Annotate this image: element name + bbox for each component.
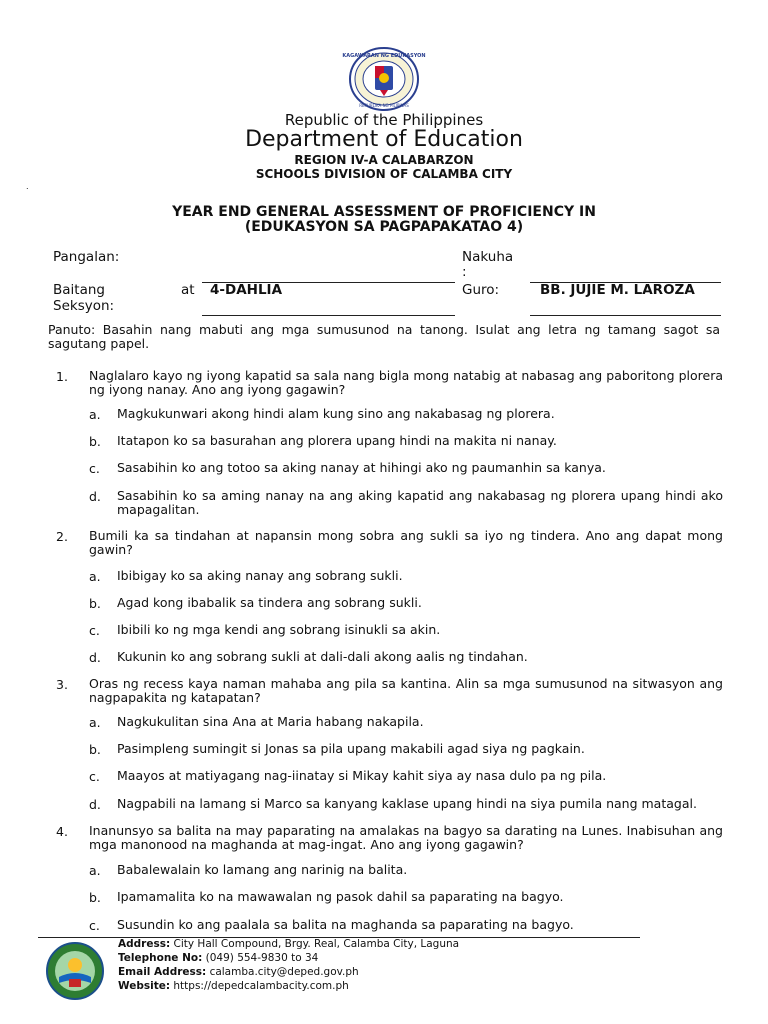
q4-choice-c-letter: c. xyxy=(89,918,100,933)
svg-text:KAGAWARAN NG EDUKASYON: KAGAWARAN NG EDUKASYON xyxy=(342,53,426,59)
at-label: at xyxy=(181,282,195,298)
nakuha-colon: : xyxy=(462,264,467,280)
seksyon-line[interactable] xyxy=(202,315,455,316)
baitang-label: Baitang xyxy=(53,282,105,298)
q2-choice-b[interactable]: Agad kong ibabalik sa tindera ang sobrang sukli. xyxy=(117,595,422,610)
address-value: City Hall Compound, Brgy. Real, Calamba City, Laguna xyxy=(173,938,460,950)
q4-choice-a-letter: a. xyxy=(89,863,101,878)
department-heading: Department of Education xyxy=(245,127,523,152)
q3-choice-a[interactable]: Nagkukulitan sina Ana at Maria habang nakapila. xyxy=(117,714,424,729)
q2-choice-a-letter: a. xyxy=(89,569,101,584)
instructions: Panuto: Basahin nang mabuti ang mga sumusunod na tanong. Isulat ang letra ng tamang sagot sa sagutang papel. xyxy=(48,322,720,351)
q3-choice-d-letter: d. xyxy=(89,797,101,812)
q2-choice-b-letter: b. xyxy=(89,596,101,611)
question-3-number: 3. xyxy=(56,677,68,692)
assessment-title: YEAR END GENERAL ASSESSMENT OF PROFICIENCY IN xyxy=(172,204,596,220)
q1-choice-b[interactable]: Itatapon ko sa basurahan ang plorera upang hindi na makita ni nanay. xyxy=(117,433,557,448)
guro-line[interactable] xyxy=(530,315,721,316)
q1-choice-a-letter: a. xyxy=(89,407,101,422)
q4-choice-b[interactable]: Ipamamalita ko na mawawalan ng pasok dahil sa paparating na bagyo. xyxy=(117,889,564,904)
q3-choice-b[interactable]: Pasimpleng sumingit si Jonas sa pila upang makabili agad siya ng pagkain. xyxy=(117,741,585,756)
question-2-number: 2. xyxy=(56,529,68,544)
seksyon-label: Seksyon: xyxy=(53,298,115,314)
q4-choice-c[interactable]: Susundin ko ang paalala sa balita na maghanda sa paparating na bagyo. xyxy=(117,917,574,932)
website-link[interactable]: https://depedcalambacity.com.ph xyxy=(173,980,349,992)
q3-choice-c[interactable]: Maayos at matiyagang nag-iinatay si Mikay kahit siya ay nasa dulo pa ng pila. xyxy=(117,768,607,783)
q2-choice-d-letter: d. xyxy=(89,650,101,665)
q1-choice-d-letter: d. xyxy=(89,489,101,504)
q2-choice-c-letter: c. xyxy=(89,623,100,638)
question-4-number: 4. xyxy=(56,824,68,839)
question-3-text: Oras ng recess kaya naman mahaba ang pila sa kantina. Alin sa mga sumusunod na sitwasyon ang nagpapakita ng katapatan? xyxy=(89,676,723,705)
q1-choice-c[interactable]: Sasabihin ko ang totoo sa aking nanay at hihingi ako ng paumanhin sa kanya. xyxy=(117,460,606,475)
q1-choice-d[interactable]: Sasabihin ko sa aming nanay na ang aking kapatid ang nakabasag ng plorera upang hindi ako mapagalitan. xyxy=(117,488,723,517)
footer-telephone: Telephone No: (049) 554-9830 to 34 xyxy=(118,952,319,964)
q1-choice-c-letter: c. xyxy=(89,461,100,476)
section-value: 4-DAHLIA xyxy=(210,282,283,298)
question-2-text: Bumili ka sa tindahan at napansin mong sobra ang sukli sa iyo ng tindera. Ano ang dapat mong gawin? xyxy=(89,528,723,557)
q3-choice-b-letter: b. xyxy=(89,742,101,757)
division-heading: SCHOOLS DIVISION OF CALAMBA CITY xyxy=(255,167,513,181)
q3-choice-a-letter: a. xyxy=(89,715,101,730)
deped-seal-logo xyxy=(342,46,426,112)
footer-website: Website: https://depedcalambacity.com.ph xyxy=(118,980,349,992)
guro-label: Guro: xyxy=(462,282,500,298)
pangalan-label: Pangalan: xyxy=(53,249,120,265)
division-logo xyxy=(39,941,111,1001)
question-4-text: Inanunsyo sa balita na may paparating na amalakas na bagyo sa darating na Lunes. Inabisuhan ang mga manonood na maghanda at mag-ingat. Ano ang iyong gagawin? xyxy=(89,823,723,852)
q3-choice-d[interactable]: Nagpabili na lamang si Marco sa kanyang kaklase upang hindi na siya pumila nang matagal. xyxy=(117,796,697,811)
footer-email: Email Address: calamba.city@deped.gov.ph xyxy=(118,966,359,978)
telephone-value: (049) 554-9830 to 34 xyxy=(205,952,319,964)
republic-heading: Republic of the Philippines xyxy=(284,111,484,129)
q1-choice-a[interactable]: Magkukunwari akong hindi alam kung sino ang nakabasag ng plorera. xyxy=(117,406,555,421)
assessment-subtitle: (EDUKASYON SA PAGPAPAKATAO 4) xyxy=(244,219,524,235)
svg-text:REPUBLIKA NG PILIPINAS: REPUBLIKA NG PILIPINAS xyxy=(359,103,409,108)
q2-choice-a[interactable]: Ibibigay ko sa aking nanay ang sobrang sukli. xyxy=(117,568,403,583)
question-1-text: Naglalaro kayo ng iyong kapatid sa sala nang bigla mong natabig at nabasag ang paboritong plorera ng iyong nanay. Ano ang iyong gagawin? xyxy=(89,368,723,397)
question-1-number: 1. xyxy=(56,369,68,384)
region-heading: REGION IV-A CALABARZON xyxy=(294,153,474,167)
q1-choice-b-letter: b. xyxy=(89,434,101,449)
q2-choice-c[interactable]: Ibibili ko ng mga kendi ang sobrang isinukli sa akin. xyxy=(117,622,441,637)
stray-mark: . xyxy=(26,182,29,191)
q2-choice-d[interactable]: Kukunin ko ang sobrang sukli at dali-dali akong aalis ng tindahan. xyxy=(117,649,528,664)
guro-value: BB. JUJIE M. LAROZA xyxy=(540,282,695,298)
email-value[interactable]: calamba.city@deped.gov.ph xyxy=(209,966,359,978)
q4-choice-b-letter: b. xyxy=(89,890,101,905)
q4-choice-a[interactable]: Babalewalain ko lamang ang narinig na balita. xyxy=(117,862,408,877)
nakuha-label: Nakuha xyxy=(462,249,514,265)
footer-address: Address: City Hall Compound, Brgy. Real, Calamba City, Laguna xyxy=(118,938,460,950)
q3-choice-c-letter: c. xyxy=(89,769,100,784)
